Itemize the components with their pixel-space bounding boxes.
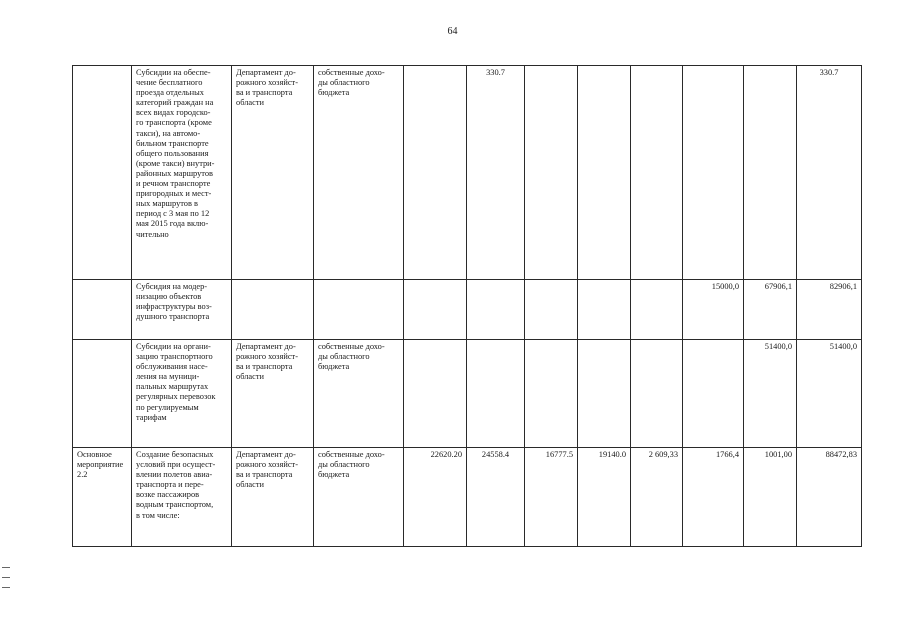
source-cell <box>314 280 404 340</box>
table-row <box>73 280 862 340</box>
measure-cell <box>73 66 132 280</box>
name-cell: Субсидии на обеспе- чение бесплатного проезда отдельных категорий граждан на всех видах городско- го транспорта (кроме такси), на автомо- бильном транспорте общего пользования (кроме такси) внутри- районных маршрутов и речном транспорте пригородных и мест- ных маршрутов в период с 3 мая по 12 мая 2015 года вклю- чительно <box>132 66 232 280</box>
value-cell-4: 19140.0 <box>578 448 631 547</box>
value-cell-6: 1766,4 <box>683 448 744 547</box>
name-cell: Субсидии на органи- зацию транспортного обслуживания насе- ления на муници- пальных маршрутах регулярных перевозок по регулируемым тарифам <box>132 340 232 448</box>
page-number: 64 <box>447 26 458 37</box>
table-row <box>73 448 862 547</box>
executor-cell: Департамент до- рожного хозяйст- ва и транспорта области <box>232 340 314 448</box>
value-cell-2: 330.7 <box>467 66 525 280</box>
value-cell-4 <box>578 340 631 448</box>
total-cell: 51400,0 <box>797 340 862 448</box>
value-cell-1 <box>404 280 467 340</box>
source-cell: собственные дохо- ды областного бюджета <box>314 66 404 280</box>
value-cell-1 <box>404 340 467 448</box>
executor-cell: Департамент до- рожного хозяйст- ва и транспорта области <box>232 448 314 547</box>
executor-cell: Департамент до- рожного хозяйст- ва и транспорта области <box>232 66 314 280</box>
scan-edge-mark <box>2 567 10 568</box>
value-cell-2 <box>467 340 525 448</box>
value-cell-5: 2 609,33 <box>631 448 683 547</box>
table-row <box>73 340 862 448</box>
value-cell-6: 15000,0 <box>683 280 744 340</box>
value-cell-6 <box>683 66 744 280</box>
value-cell-1 <box>404 66 467 280</box>
table-row <box>73 66 862 280</box>
value-cell-2 <box>467 280 525 340</box>
name-cell: Субсидия на модер- низацию объектов инфраструктуры воз- душного транспорта <box>132 280 232 340</box>
value-cell-2: 24558.4 <box>467 448 525 547</box>
value-cell-1: 22620.20 <box>404 448 467 547</box>
value-cell-7: 67906,1 <box>744 280 797 340</box>
value-cell-3: 16777.5 <box>525 448 578 547</box>
value-cell-4 <box>578 280 631 340</box>
measure-cell <box>73 280 132 340</box>
value-cell-3 <box>525 66 578 280</box>
name-cell: Создание безопасных условий при осущест- влении полетов авиа- транспорта и пере- возке пассажиров водным транспортом, в том числе: <box>132 448 232 547</box>
value-cell-5 <box>631 340 683 448</box>
value-cell-4 <box>578 66 631 280</box>
total-cell: 330.7 <box>797 66 862 280</box>
executor-cell <box>232 280 314 340</box>
budget-table <box>72 65 862 547</box>
value-cell-3 <box>525 280 578 340</box>
scan-edge-mark <box>2 587 10 588</box>
source-cell: собственные дохо- ды областного бюджета <box>314 340 404 448</box>
scan-edge-mark <box>2 577 10 578</box>
measure-cell: Основное мероприятие 2.2 <box>73 448 132 547</box>
value-cell-5 <box>631 280 683 340</box>
value-cell-3 <box>525 340 578 448</box>
measure-cell <box>73 340 132 448</box>
total-cell: 88472,83 <box>797 448 862 547</box>
value-cell-7: 1001,00 <box>744 448 797 547</box>
value-cell-6 <box>683 340 744 448</box>
value-cell-7 <box>744 66 797 280</box>
total-cell: 82906,1 <box>797 280 862 340</box>
value-cell-5 <box>631 66 683 280</box>
value-cell-7: 51400,0 <box>744 340 797 448</box>
source-cell: собственные дохо- ды областного бюджета <box>314 448 404 547</box>
